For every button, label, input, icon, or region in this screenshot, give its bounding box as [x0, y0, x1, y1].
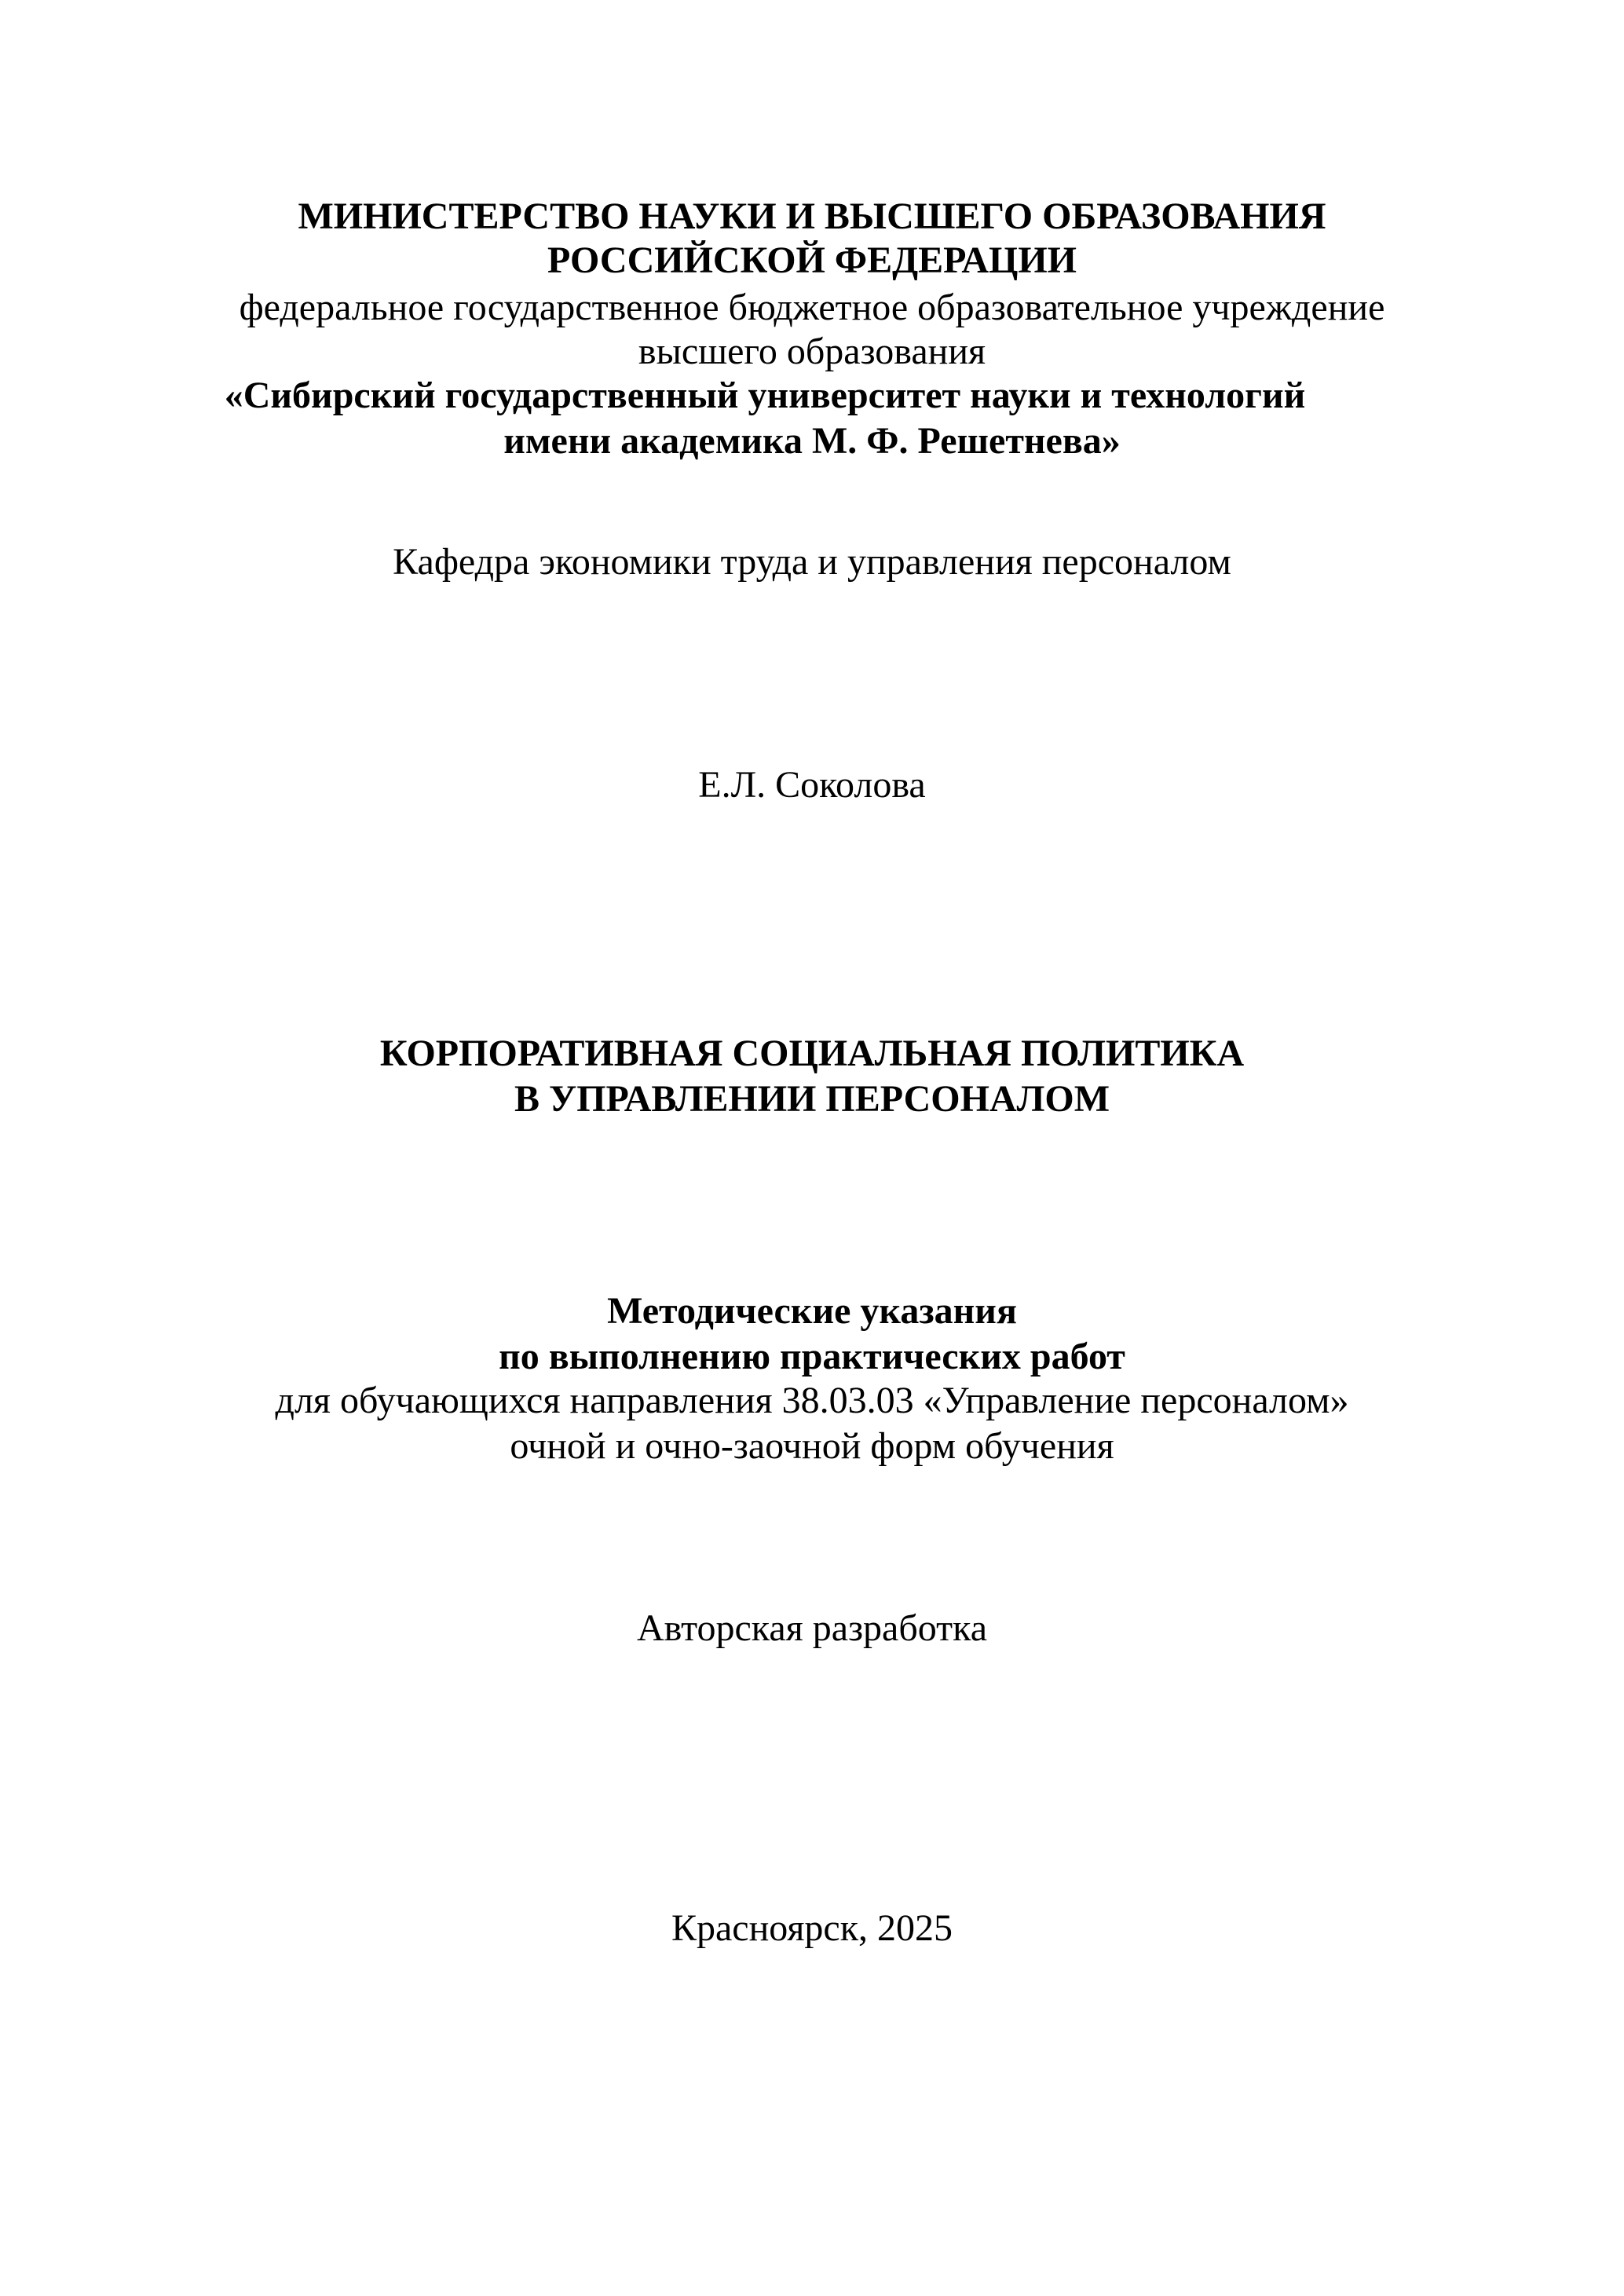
department-name: Кафедра экономики труда и управления персоналом — [393, 541, 1231, 583]
document-title-line-2: В УПРАВЛЕНИИ ПЕРСОНАЛОМ — [514, 1078, 1110, 1120]
subtitle-line-3: для обучающихся направления 38.03.03 «Управление персоналом» — [275, 1380, 1349, 1421]
ministry-line-1: МИНИСТЕРСТВО НАУКИ И ВЫСШЕГО ОБРАЗОВАНИЯ — [298, 196, 1326, 237]
institution-type-line-2: высшего образования — [638, 331, 986, 372]
institution-type-line-1: федеральное государственное бюджетное образовательное учреждение — [239, 287, 1385, 328]
university-name-line-2: имени академика М. Ф. Решетнева» — [503, 420, 1121, 462]
subtitle-line-2: по выполнению практических работ — [499, 1336, 1125, 1377]
document-title-line-1: КОРПОРАТИВНАЯ СОЦИАЛЬНАЯ ПОЛИТИКА — [379, 1033, 1245, 1074]
university-name-line-1: «Сибирский государственный университет науки и технологий — [224, 375, 1306, 416]
ministry-line-2: РОССИЙСКОЙ ФЕДЕРАЦИИ — [547, 239, 1077, 281]
authors-note: Авторская разработка — [637, 1607, 987, 1649]
city-year: Красноярск, 2025 — [671, 1907, 953, 1949]
author-name: Е.Л. Соколова — [698, 764, 926, 806]
subtitle-line-1: Методические указания — [607, 1290, 1017, 1332]
subtitle-line-4: очной и очно-заочной форм обучения — [510, 1425, 1114, 1467]
